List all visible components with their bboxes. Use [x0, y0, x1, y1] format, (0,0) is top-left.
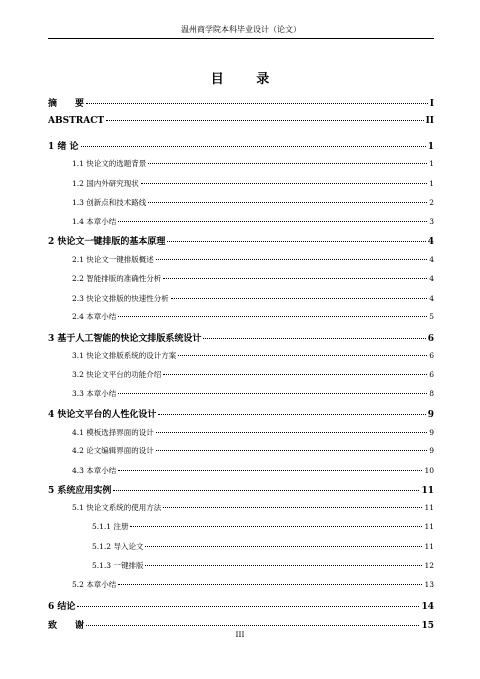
toc-leader-dots [106, 120, 423, 121]
toc-entry [48, 96, 434, 109]
toc-entry-page: 9 [427, 410, 434, 420]
toc-leader-dots [130, 526, 422, 527]
toc-entry [48, 560, 434, 571]
toc-entry-page: 6 [427, 334, 434, 344]
page-number: III [235, 630, 245, 639]
toc-entry-label: 5 系统应用实例 [48, 486, 112, 496]
toc-entry-label: 6 结论 [48, 602, 76, 612]
toc-entry-label: 5.2 本章小结 [72, 580, 117, 589]
toc-entry-page: 5 [429, 312, 434, 321]
toc-entry-label: 3.2 快论文平台的功能介绍 [72, 370, 162, 379]
toc-entry-label: 1.4 本章小结 [72, 217, 117, 226]
toc-entry [48, 216, 434, 227]
toc-entry-page: 4 [429, 255, 434, 264]
toc-entry-label: ABSTRACT [48, 116, 105, 126]
toc-entry-label: 3 基于人工智能的快论文排版系统设计 [48, 334, 202, 344]
toc-entry [48, 197, 434, 208]
toc-leader-dots [178, 355, 427, 356]
toc-leader-dots [148, 202, 427, 203]
toc-entry [48, 234, 434, 247]
toc-entry [48, 254, 434, 265]
toc-leader-dots [203, 338, 425, 339]
toc-entry [48, 311, 434, 322]
toc-entry [48, 465, 434, 476]
toc-entry [48, 502, 434, 513]
toc-leader-dots [118, 393, 427, 394]
toc-leader-dots [163, 507, 422, 508]
toc-entry [48, 116, 434, 126]
toc-entry-label: 4 快论文平台的人性化设计 [48, 410, 157, 420]
toc-leader-dots [118, 470, 422, 471]
toc-entry-page: 1 [429, 179, 434, 188]
toc-entry [48, 445, 434, 456]
toc-entry [48, 178, 434, 189]
toc-entry [48, 541, 434, 552]
toc-entry-page: 11 [424, 503, 434, 512]
toc-entry-page: 12 [424, 561, 434, 570]
toc-leader-dots [167, 241, 425, 242]
toc-entry-label: 1 绪 论 [48, 142, 79, 152]
toc-entry-page: 2 [429, 198, 434, 207]
toc-entry-label: 2.2 智能排版的准确性分析 [72, 274, 162, 283]
toc-entry-page: 9 [429, 428, 434, 437]
toc-leader-dots [156, 450, 427, 451]
toc-entry-page: 6 [429, 351, 434, 360]
toc-entry [48, 139, 434, 152]
toc-leader-dots [148, 163, 427, 164]
toc-leader-dots [145, 546, 422, 547]
toc-leader-dots [158, 414, 425, 415]
toc-entry-label: 2.1 快论文一键排版概述 [72, 255, 154, 264]
toc-entry-page: 13 [424, 580, 434, 589]
toc-leader-dots [113, 490, 419, 491]
toc-entry [48, 521, 434, 532]
toc-leader-dots [163, 278, 427, 279]
toc-entry [48, 331, 434, 344]
toc-entry-page: 1 [427, 142, 434, 152]
toc-leader-dots [156, 259, 427, 260]
toc-leader-dots [118, 221, 427, 222]
toc-leader-dots [77, 606, 419, 607]
toc-entry-label: 1.3 创新点和技术路线 [72, 198, 147, 207]
toc-entry-label: 2 快论文一键排版的基本原理 [48, 237, 166, 247]
toc-entry-page: 4 [429, 274, 434, 283]
toc-entry-page: 1 [429, 159, 434, 168]
toc-leader-dots [86, 625, 419, 626]
toc-leader-dots [118, 584, 422, 585]
toc-entry-label: 5.1.3 一键排版 [92, 561, 144, 570]
toc-title: 目 录 [210, 72, 284, 87]
toc-entry-label: 3.3 本章小结 [72, 389, 117, 398]
toc-entry-page: 10 [424, 466, 434, 475]
toc-entry [48, 273, 434, 284]
toc-entry-page: II [425, 116, 434, 126]
toc-entry-label: 4.1 模板选择界面的设计 [72, 428, 154, 437]
toc-entry [48, 293, 434, 304]
toc-entry-page: I [429, 99, 434, 109]
toc-leader-dots [145, 565, 422, 566]
toc-entry-page: 8 [429, 389, 434, 398]
toc-entry [48, 369, 434, 380]
toc-entry [48, 158, 434, 169]
toc-entry [48, 483, 434, 496]
toc-entry-label: 3.1 快论文排版系统的设计方案 [72, 351, 177, 360]
toc-entry-page: 11 [424, 542, 434, 551]
toc-leader-dots [156, 432, 427, 433]
toc-entry-label: 致 谢 [48, 621, 85, 631]
toc-entry-label: 1.2 国内外研究现状 [72, 179, 139, 188]
toc-entry-label: 2.4 本章小结 [72, 312, 117, 321]
toc-entry-label: 5.1 快论文系统的使用方法 [72, 503, 162, 512]
page-header: 温州商学院本科毕业设计（论文） [48, 24, 434, 39]
toc-entry-page: 6 [429, 370, 434, 379]
toc-leader-dots [171, 298, 427, 299]
toc-entry-page: 11 [424, 522, 434, 531]
toc-entry-page: 9 [429, 446, 434, 455]
toc-entry-page: 11 [421, 486, 434, 496]
header-rule [48, 38, 434, 39]
toc-entry [48, 579, 434, 590]
toc-leader-dots [163, 374, 427, 375]
toc-entry-page: 4 [427, 237, 434, 247]
toc-entry [48, 599, 434, 612]
toc-leader-dots [86, 103, 428, 104]
toc-leader-dots [118, 316, 427, 317]
toc-entry-label: 4.2 论文编辑界面的设计 [72, 446, 154, 455]
toc-entry-label: 5.1.2 导入论文 [92, 542, 144, 551]
toc-leader-dots [81, 146, 426, 147]
toc-entry [48, 427, 434, 438]
toc-entry-label: 5.1.1 注册 [92, 522, 129, 531]
toc-entry-label: 4.3 本章小结 [72, 466, 117, 475]
toc-leader-dots [141, 183, 427, 184]
toc-entry [48, 350, 434, 361]
toc-entry-page: 14 [421, 602, 434, 612]
toc-entry-label: 1.1 快论文的选题背景 [72, 159, 147, 168]
toc-entry-page: 15 [421, 621, 434, 631]
toc-entry [48, 388, 434, 399]
toc-entry-label: 摘 要 [48, 99, 85, 109]
toc-entry-page: 3 [429, 217, 434, 226]
toc-entry [48, 407, 434, 420]
toc-entry-label: 2.3 快论文排版的快速性分析 [72, 294, 169, 303]
toc-entry-page: 4 [429, 294, 434, 303]
